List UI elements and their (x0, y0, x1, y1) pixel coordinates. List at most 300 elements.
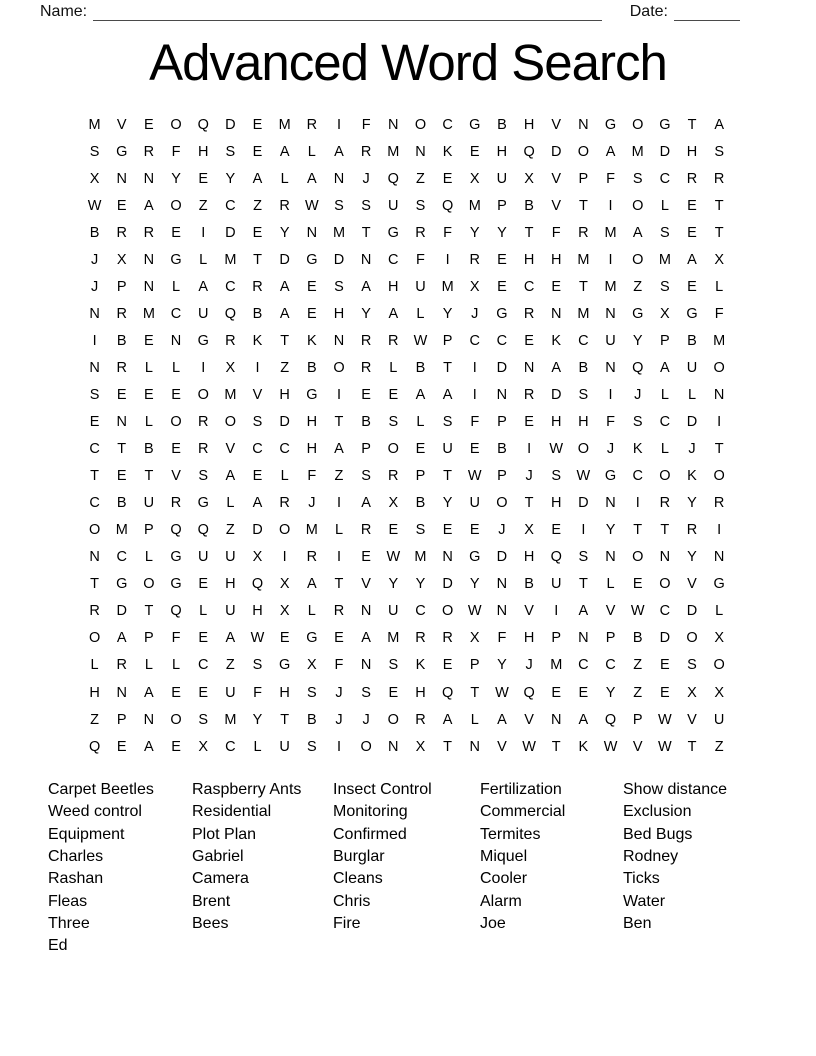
grid-letter: S (687, 657, 697, 674)
grid-letter: E (442, 657, 453, 674)
date-label: Date: (629, 3, 668, 20)
grid-letter: O (170, 414, 182, 431)
grid-letter: D (225, 116, 236, 133)
grid-letter: R (143, 143, 155, 160)
grid-letter: L (606, 576, 615, 593)
grid-letter: C (225, 738, 236, 755)
grid-letter: R (713, 170, 725, 187)
grid-letter: U (225, 684, 236, 701)
grid-letter: N (469, 738, 480, 755)
grid-letter: P (415, 468, 426, 485)
grid-letter: P (605, 630, 616, 647)
grid-letter: B (89, 224, 100, 241)
grid-letter: P (361, 441, 371, 458)
grid-letter: X (198, 738, 209, 755)
grid-letter: H (197, 143, 209, 160)
grid-letter: P (551, 630, 562, 647)
grid-letter: O (387, 441, 399, 458)
word-list-item: Termites (480, 825, 541, 843)
grid-letter: R (415, 630, 426, 647)
grid-letter: S (415, 197, 426, 214)
grid-letter: K (578, 738, 589, 755)
grid-letter: N (605, 359, 616, 376)
grid-letter: R (279, 197, 290, 214)
grid-letter: H (279, 386, 290, 403)
grid-letter: G (496, 305, 508, 322)
grid-letter: G (116, 576, 128, 593)
grid-letter: E (144, 332, 154, 349)
grid-letter: G (659, 116, 671, 133)
grid-letter: A (442, 711, 453, 728)
word-list-item: Camera (192, 870, 249, 888)
grid-letter: E (334, 630, 344, 647)
grid-letter: C (605, 657, 616, 674)
grid-letter: H (550, 251, 562, 268)
grid-letter: P (660, 332, 670, 349)
grid-letter: E (116, 468, 127, 485)
grid-letter: P (116, 711, 127, 728)
grid-letter: M (115, 522, 128, 539)
grid-letter: H (523, 630, 535, 647)
grid-letter: Z (714, 738, 724, 755)
word-list-item: Raspberry Ants (192, 781, 302, 798)
grid-letter: N (496, 603, 508, 620)
grid-letter: U (225, 603, 236, 620)
grid-letter: H (252, 603, 263, 620)
word-list-item: Residential (192, 803, 272, 821)
grid-letter: R (306, 116, 318, 133)
grid-letter: D (333, 251, 345, 268)
word-list-item: Fleas (48, 892, 88, 910)
grid-letter: G (116, 143, 128, 160)
grid-letter: V (116, 116, 127, 133)
grid-letter: E (361, 386, 371, 403)
grid-letter: A (252, 170, 263, 187)
word-list-item: Cooler (480, 870, 528, 888)
grid-letter: I (554, 603, 559, 620)
grid-letter: R (360, 143, 372, 160)
grid-letter: M (631, 143, 644, 160)
grid-letter: O (170, 197, 182, 214)
grid-letter: Z (633, 278, 643, 295)
grid-letter: Q (251, 576, 264, 593)
grid-letter: R (523, 386, 535, 403)
grid-letter: H (496, 143, 508, 160)
grid-letter: E (144, 386, 154, 403)
grid-letter: N (116, 170, 127, 187)
grid-letter: D (550, 386, 562, 403)
grid-letter: B (252, 305, 263, 322)
word-list-item: Insect Control (333, 781, 432, 798)
grid-letter: Q (170, 522, 182, 539)
grid-letter: H (686, 143, 698, 160)
grid-letter: T (144, 603, 154, 620)
grid-letter: A (361, 630, 371, 647)
grid-letter: C (578, 657, 589, 674)
grid-letter: C (225, 278, 236, 295)
grid-letter: J (471, 305, 479, 322)
grid-letter: E (524, 332, 534, 349)
grid-letter: E (198, 576, 209, 593)
grid-letter: C (197, 657, 209, 674)
grid-letter: V (551, 170, 562, 187)
grid-letter: B (415, 359, 426, 376)
grid-letter: Y (687, 495, 697, 512)
grid-letter: T (280, 711, 290, 728)
grid-letter: E (578, 684, 589, 701)
grid-letter: S (225, 143, 236, 160)
grid-letter: K (632, 441, 643, 458)
grid-letter: T (714, 224, 724, 241)
grid-letter: C (578, 332, 589, 349)
grid-letter: E (415, 441, 426, 458)
grid-letter: V (225, 441, 236, 458)
grid-letter: E (687, 278, 697, 295)
grid-letter: N (388, 116, 399, 133)
grid-letter: O (496, 495, 508, 512)
grid-letter: V (632, 738, 643, 755)
grid-letter: D (279, 251, 290, 268)
grid-letter: T (687, 738, 697, 755)
grid-letter: D (252, 522, 263, 539)
grid-letter: O (632, 549, 644, 566)
grid-letter: Z (633, 684, 643, 701)
grid-letter: B (578, 359, 589, 376)
name-blank-line[interactable] (93, 3, 602, 21)
grid-letter: Q (523, 684, 535, 701)
grid-letter: M (441, 278, 454, 295)
grid-letter: B (497, 116, 507, 133)
grid-letter: R (686, 522, 698, 539)
grid-letter: N (143, 170, 155, 187)
grid-letter: U (550, 576, 562, 593)
grid-letter: U (469, 495, 480, 512)
grid-letter: T (470, 684, 480, 701)
grid-letter: B (687, 332, 697, 349)
grid-letter: B (415, 495, 426, 512)
grid-letter: Z (334, 468, 344, 485)
grid-letter: B (632, 630, 643, 647)
grid-letter: T (253, 251, 262, 268)
word-list-item: Cleans (333, 870, 383, 888)
grid-letter: F (606, 414, 615, 431)
grid-letter: L (307, 143, 316, 160)
grid-letter: J (634, 386, 642, 403)
grid-letter: S (388, 414, 399, 431)
grid-letter: G (306, 251, 318, 268)
grid-letter: V (605, 603, 616, 620)
grid-letter: I (201, 359, 206, 376)
grid-letter: G (632, 305, 644, 322)
grid-letter: B (116, 332, 127, 349)
grid-letter: U (197, 305, 209, 322)
grid-letter: A (306, 170, 317, 187)
grid-letter: R (686, 170, 698, 187)
grid-letter: U (279, 738, 290, 755)
grid-letter: E (442, 522, 453, 539)
date-blank-line[interactable] (674, 3, 740, 21)
grid-letter: A (497, 711, 507, 728)
word-list-item: Rashan (48, 870, 104, 888)
grid-letter: M (332, 224, 346, 241)
grid-letter: P (442, 332, 453, 349)
grid-letter: Y (388, 576, 399, 593)
grid-letter: I (472, 359, 477, 376)
grid-letter: C (388, 251, 399, 268)
word-list-item: Exclusion (623, 803, 692, 821)
grid-letter: Y (171, 170, 181, 187)
grid-letter: Y (469, 576, 480, 593)
grid-letter: K (415, 657, 426, 674)
grid-letter: S (198, 468, 209, 485)
grid-letter: P (632, 711, 643, 728)
grid-letter: B (361, 414, 371, 431)
grid-letter: H (333, 305, 345, 322)
grid-letter: E (551, 278, 562, 295)
grid-letter: O (414, 116, 427, 133)
word-list-item: Fertilization (480, 781, 562, 798)
grid-letter: I (608, 251, 613, 268)
grid-letter: H (225, 576, 236, 593)
grid-letter: Q (197, 522, 209, 539)
grid-letter: N (496, 576, 508, 593)
grid-letter: A (632, 224, 643, 241)
grid-letter: F (361, 116, 371, 133)
grid-letter: W (549, 441, 564, 458)
grid-letter: X (252, 549, 263, 566)
word-list-item: Miquel (480, 848, 528, 866)
word-list-item: Plot Plan (192, 825, 257, 843)
grid-letter: B (524, 197, 534, 214)
grid-letter: I (336, 495, 341, 512)
grid-letter: O (632, 251, 644, 268)
word-list-column (192, 779, 333, 958)
grid-letter: C (170, 305, 182, 322)
grid-letter: A (225, 468, 236, 485)
grid-letter: R (578, 224, 589, 241)
grid-letter: O (686, 630, 698, 647)
grid-letter: R (360, 522, 372, 539)
word-list-item: Bed Bugs (623, 825, 693, 843)
grid-letter: Z (280, 359, 290, 376)
grid-letter: U (388, 603, 399, 620)
grid-letter: S (660, 224, 670, 241)
word-list-item: Gabriel (192, 848, 244, 866)
grid-letter: I (445, 251, 450, 268)
grid-letter: V (551, 197, 562, 214)
grid-letter: C (415, 603, 426, 620)
grid-letter: N (143, 251, 155, 268)
grid-letter: E (469, 143, 480, 160)
grid-letter: X (524, 522, 534, 539)
grid-letter: I (472, 386, 477, 403)
grid-letter: G (686, 305, 698, 322)
grid-letter: X (469, 170, 480, 187)
grid-letter: V (497, 738, 507, 755)
grid-letter: E (171, 386, 181, 403)
grid-letter: M (604, 278, 617, 295)
grid-letter: X (388, 495, 399, 512)
grid-letter: A (144, 684, 154, 701)
grid-letter: R (116, 657, 127, 674)
grid-letter: J (525, 657, 533, 674)
grid-letter: Z (253, 197, 262, 214)
grid-letter: F (171, 630, 181, 647)
grid-letter: N (333, 170, 345, 187)
grid-letter: O (88, 522, 101, 539)
grid-letter: N (496, 386, 508, 403)
grid-letter: Q (224, 305, 236, 322)
grid-letter: W (467, 603, 482, 620)
grid-letter: X (714, 251, 724, 268)
grid-letter: Y (442, 495, 453, 512)
grid-letter: T (443, 738, 453, 755)
grid-letter: B (306, 359, 317, 376)
grid-letter: K (687, 468, 697, 485)
grid-letter: I (336, 738, 341, 755)
grid-letter: M (658, 251, 671, 268)
grid-letter: N (360, 603, 372, 620)
grid-letter: E (469, 441, 480, 458)
grid-letter: U (143, 495, 155, 512)
grid-letter: G (279, 657, 291, 674)
grid-letter: T (714, 197, 724, 214)
grid-letter: X (279, 576, 290, 593)
grid-letter: P (497, 468, 507, 485)
grid-letter: T (524, 495, 534, 512)
grid-letter: C (279, 441, 290, 458)
grid-letter: C (632, 468, 643, 485)
grid-letter: T (144, 468, 154, 485)
grid-letter: H (89, 684, 100, 701)
grid-letter: Z (225, 657, 235, 674)
grid-letter: J (362, 711, 370, 728)
grid-letter: S (578, 386, 589, 403)
grid-letter: A (334, 441, 344, 458)
grid-letter: X (89, 170, 100, 187)
grid-letter: A (388, 305, 399, 322)
grid-letter: A (279, 143, 290, 160)
grid-letter: R (225, 332, 236, 349)
word-list-item: Ticks (623, 870, 660, 888)
grid-letter: P (144, 630, 154, 647)
grid-letter: O (713, 359, 725, 376)
grid-letter: X (279, 603, 290, 620)
grid-letter: Q (523, 143, 535, 160)
grid-letter: N (415, 143, 426, 160)
grid-letter: T (90, 468, 99, 485)
grid-letter: Q (88, 738, 101, 755)
grid-letter: V (524, 711, 534, 728)
grid-letter: L (660, 197, 669, 214)
grid-letter: C (496, 332, 508, 349)
grid-letter: H (279, 684, 290, 701)
grid-letter: R (143, 224, 155, 241)
grid-letter: C (659, 170, 671, 187)
grid-letter: W (495, 684, 509, 701)
grid-letter: H (306, 441, 318, 458)
grid-letter: R (116, 359, 127, 376)
grid-letter: E (632, 576, 643, 593)
grid-letter: M (224, 711, 237, 728)
grid-letter: B (116, 495, 127, 512)
grid-letter: X (660, 305, 670, 322)
grid-letter: P (497, 414, 507, 431)
grid-letter: L (172, 657, 181, 674)
grid-letter: W (304, 197, 319, 214)
grid-letter: D (659, 630, 671, 647)
grid-letter: W (630, 603, 645, 620)
grid-letter: L (687, 386, 697, 403)
grid-letter: J (498, 522, 506, 539)
grid-letter: D (659, 143, 671, 160)
grid-letter: A (144, 197, 154, 214)
grid-letter: N (116, 414, 127, 431)
grid-letter: F (470, 414, 480, 431)
grid-letter: A (306, 576, 317, 593)
grid-letter: O (659, 576, 671, 593)
grid-letter: N (605, 305, 616, 322)
grid-letter: H (550, 414, 562, 431)
grid-letter: H (523, 251, 535, 268)
grid-letter: M (713, 332, 726, 349)
grid-letter: T (90, 576, 99, 593)
grid-letter: I (608, 197, 613, 214)
grid-letter: Q (170, 603, 182, 620)
grid-letter: G (469, 549, 481, 566)
grid-letter: S (252, 657, 263, 674)
grid-letter: R (197, 441, 209, 458)
grid-letter: W (386, 549, 401, 566)
grid-letter: P (144, 522, 154, 539)
grid-letter: F (714, 305, 724, 322)
grid-letter: L (470, 711, 479, 728)
grid-letter: E (306, 305, 317, 322)
grid-letter: J (688, 441, 696, 458)
grid-letter: L (660, 386, 669, 403)
grid-letter: C (89, 441, 100, 458)
grid-letter: Y (415, 576, 426, 593)
grid-letter: I (717, 414, 722, 431)
grid-letter: T (578, 278, 588, 295)
grid-letter: G (306, 630, 318, 647)
grid-letter: C (659, 603, 671, 620)
grid-letter: X (524, 170, 534, 187)
grid-letter: W (413, 332, 428, 349)
grid-letter: T (578, 576, 588, 593)
word-list-item: Three (48, 915, 90, 933)
grid-letter: P (116, 278, 127, 295)
grid-letter: V (361, 576, 371, 593)
grid-letter: J (308, 495, 316, 512)
grid-letter: D (442, 576, 453, 593)
grid-letter: U (225, 549, 236, 566)
grid-letter: T (443, 359, 453, 376)
grid-letter: N (306, 224, 318, 241)
grid-letter: E (198, 630, 209, 647)
grid-letter: O (577, 143, 590, 160)
grid-letter: E (469, 522, 480, 539)
grid-letter: W (250, 630, 265, 647)
grid-letter: E (388, 522, 399, 539)
grid-letter: N (442, 549, 453, 566)
word-list-item: Rodney (623, 848, 679, 866)
grid-letter: T (551, 738, 561, 755)
grid-letter: A (334, 143, 344, 160)
word-list-item: Ed (48, 937, 68, 955)
grid-letter: F (443, 224, 453, 241)
grid-letter: E (388, 684, 399, 701)
